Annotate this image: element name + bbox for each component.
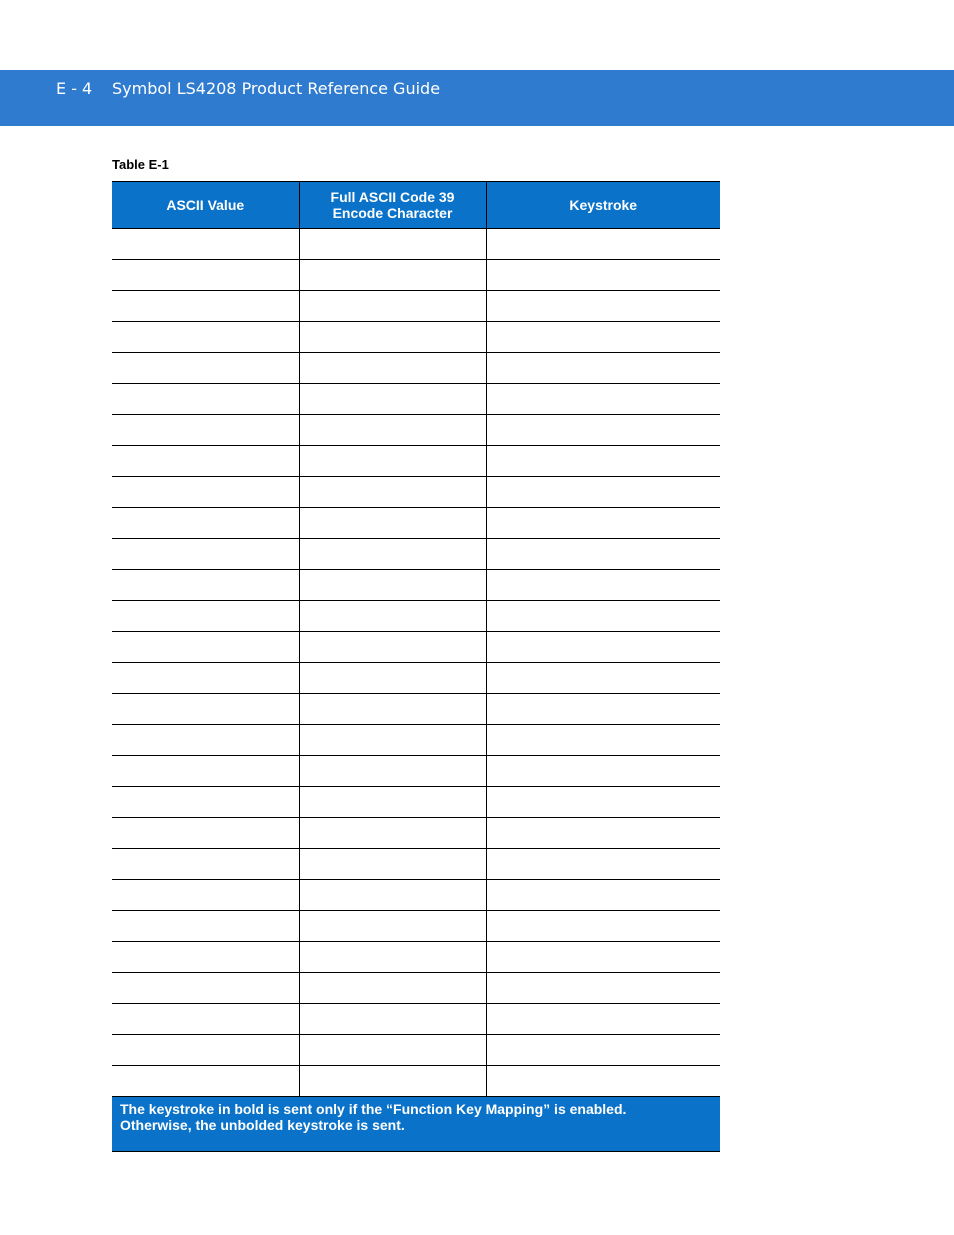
- table-row: [112, 911, 720, 942]
- table-row: [112, 632, 720, 663]
- table-cell: [299, 260, 486, 291]
- table-cell: [486, 942, 720, 973]
- table-cell: [112, 353, 299, 384]
- guide-title: Symbol LS4208 Product Reference Guide: [112, 79, 441, 98]
- table-cell: [299, 787, 486, 818]
- column-header-encode-character: [299, 182, 486, 229]
- table-cell: [112, 787, 299, 818]
- table-cell: [112, 508, 299, 539]
- footnote-line: Otherwise, the unbolded keystroke is sent.: [120, 1117, 405, 1133]
- table-cell: [299, 384, 486, 415]
- table-cell: [112, 725, 299, 756]
- table-cell: [486, 725, 720, 756]
- table-cell: [486, 1066, 720, 1097]
- table-row: [112, 756, 720, 787]
- table-cell: [299, 911, 486, 942]
- table-row: [112, 539, 720, 570]
- table-cell: [112, 663, 299, 694]
- table-cell: [112, 322, 299, 353]
- table-cell: [112, 942, 299, 973]
- table-row: [112, 787, 720, 818]
- table-row: [112, 260, 720, 291]
- table-cell: [486, 756, 720, 787]
- table-cell: [112, 260, 299, 291]
- table-cell: [112, 632, 299, 663]
- table-cell: [112, 973, 299, 1004]
- column-header-keystroke: [486, 182, 720, 229]
- table-row: [112, 1066, 720, 1097]
- page-number: E - 4: [56, 79, 93, 98]
- table-footnote-row: [112, 1097, 720, 1152]
- table-cell: [299, 756, 486, 787]
- table-row: [112, 570, 720, 601]
- table-cell: [486, 973, 720, 1004]
- table-row: [112, 694, 720, 725]
- ascii-table: [112, 181, 720, 1152]
- table-cell: [299, 849, 486, 880]
- table-cell: [112, 415, 299, 446]
- table-footnote: [112, 1097, 720, 1152]
- column-header-label: ASCII Value: [166, 197, 245, 213]
- footnote-line: The keystroke in bold is sent only if the “Function Key Mapping” is enabled.: [120, 1101, 627, 1117]
- table-row: [112, 849, 720, 880]
- table-cell: [299, 570, 486, 601]
- table-cell: [486, 818, 720, 849]
- table-cell: [112, 1066, 299, 1097]
- table-cell: [112, 570, 299, 601]
- table-row: [112, 942, 720, 973]
- table-cell: [486, 880, 720, 911]
- table-cell: [486, 229, 720, 260]
- table-header-row: [112, 182, 720, 229]
- table-row: [112, 725, 720, 756]
- table-cell: [112, 756, 299, 787]
- table-cell: [112, 229, 299, 260]
- table-cell: [486, 663, 720, 694]
- table-row: [112, 880, 720, 911]
- table-cell: [112, 539, 299, 570]
- table-caption: Table E-1: [112, 157, 169, 172]
- table-cell: [299, 477, 486, 508]
- table-cell: [299, 229, 486, 260]
- table-row: [112, 229, 720, 260]
- table-cell: [486, 911, 720, 942]
- table-cell: [112, 694, 299, 725]
- table-cell: [112, 384, 299, 415]
- table-cell: [299, 880, 486, 911]
- table-cell: [112, 1035, 299, 1066]
- table-cell: [486, 477, 720, 508]
- table-row: [112, 973, 720, 1004]
- column-header-label: Keystroke: [569, 197, 638, 213]
- table-row: [112, 353, 720, 384]
- table-cell: [299, 539, 486, 570]
- table-cell: [486, 1004, 720, 1035]
- table-row: [112, 1035, 720, 1066]
- table-cell: [486, 601, 720, 632]
- table-row: [112, 291, 720, 322]
- table-cell: [486, 539, 720, 570]
- table-cell: [112, 446, 299, 477]
- table-cell: [299, 663, 486, 694]
- table-row: [112, 601, 720, 632]
- table-cell: [299, 291, 486, 322]
- table-cell: [299, 322, 486, 353]
- table-row: [112, 818, 720, 849]
- table-cell: [112, 601, 299, 632]
- table-cell: [486, 260, 720, 291]
- table-cell: [299, 601, 486, 632]
- table-cell: [486, 787, 720, 818]
- table-cell: [486, 632, 720, 663]
- table-cell: [299, 1066, 486, 1097]
- column-header-label: Full ASCII Code 39: [330, 189, 455, 205]
- table-cell: [486, 694, 720, 725]
- table-cell: [486, 415, 720, 446]
- table-cell: [299, 1035, 486, 1066]
- table-cell: [486, 446, 720, 477]
- table-cell: [112, 477, 299, 508]
- table-cell: [299, 942, 486, 973]
- table-row: [112, 415, 720, 446]
- table-row: [112, 477, 720, 508]
- table-cell: [486, 508, 720, 539]
- column-header-label: Encode Character: [332, 205, 453, 221]
- table-cell: [299, 508, 486, 539]
- table-cell: [112, 291, 299, 322]
- table-cell: [299, 725, 486, 756]
- table-cell: [112, 911, 299, 942]
- column-header-ascii-value: [112, 182, 299, 229]
- table-cell: [299, 818, 486, 849]
- table-row: [112, 446, 720, 477]
- table-cell: [112, 880, 299, 911]
- table-cell: [112, 849, 299, 880]
- table-cell: [299, 446, 486, 477]
- table-cell: [299, 973, 486, 1004]
- table-cell: [486, 322, 720, 353]
- table-cell: [299, 353, 486, 384]
- table-row: [112, 663, 720, 694]
- table-cell: [486, 384, 720, 415]
- table-cell: [299, 1004, 486, 1035]
- table-cell: [486, 570, 720, 601]
- table-cell: [486, 849, 720, 880]
- table-row: [112, 1004, 720, 1035]
- table-cell: [486, 1035, 720, 1066]
- table-row: [112, 384, 720, 415]
- table-cell: [112, 818, 299, 849]
- table-row: [112, 322, 720, 353]
- table-row: [112, 508, 720, 539]
- table-cell: [299, 694, 486, 725]
- table-body: [112, 229, 720, 1097]
- table-cell: [112, 1004, 299, 1035]
- table-cell: [486, 291, 720, 322]
- table-cell: [299, 415, 486, 446]
- table-cell: [299, 632, 486, 663]
- table-cell: [486, 353, 720, 384]
